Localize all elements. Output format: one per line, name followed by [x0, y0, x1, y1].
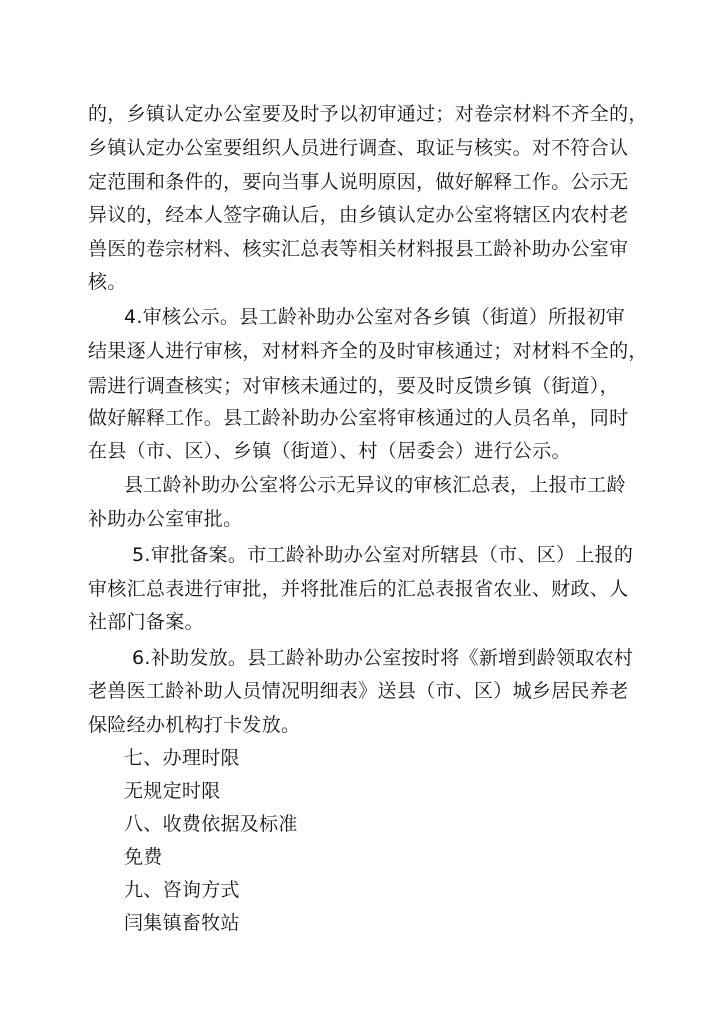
- heading-processing-time: 七、办理时限: [124, 747, 240, 769]
- section-4-line-4: 做好解释工作。县工龄补助办公室将审核通过的人员名单，同时: [88, 407, 629, 429]
- contact-value: 闫集镇畜牧站: [124, 912, 240, 934]
- body-line-3: 定范围和条件的，要向当事人说明原因，做好解释工作。公示无: [88, 171, 629, 193]
- body-line-4: 异议的，经本人签字确认后，由乡镇认定办公室将辖区内农村老: [88, 204, 629, 226]
- heading-fees: 八、收费依据及标准: [124, 813, 298, 835]
- section-4-line-3: 需进行调查核实；对审核未通过的，要及时反馈乡镇（街道），: [88, 375, 619, 397]
- body-line-6: 核。: [88, 271, 127, 293]
- section-5-line-3: 社部门备案。: [88, 611, 204, 633]
- fees-value: 免费: [124, 846, 163, 868]
- section-5-line-1: 5.审批备案。市工龄补助办公室对所辖县（市、区）上报的: [132, 544, 634, 566]
- section-4-extra-line-2: 补助办公室审批。: [88, 508, 243, 530]
- section-4-line-2: 结果逐人进行审核，对材料齐全的及时审核通过；对材料不全的，: [88, 340, 648, 362]
- section-6-line-2: 老兽医工龄补助人员情况明细表》送县（市、区）城乡居民养老: [88, 680, 629, 702]
- body-line-5: 兽医的卷宗材料、核实汇总表等相关材料报县工龄补助办公室审: [88, 238, 629, 260]
- heading-contact: 九、咨询方式: [124, 879, 240, 901]
- body-line-2: 乡镇认定办公室要组织人员进行调查、取证与核实。对不符合认: [88, 137, 629, 159]
- section-4-line-1: 4.审核公示。县工龄补助办公室对各乡镇（街道）所报初审: [124, 306, 626, 328]
- section-5-line-2: 审核汇总表进行审批，并将批准后的汇总表报省农业、财政、人: [88, 578, 629, 600]
- section-4-line-5: 在县（市、区）、乡镇（街道）、村（居委会）进行公示。: [88, 440, 571, 462]
- section-6-line-3: 保险经办机构打卡发放。: [88, 714, 301, 736]
- section-6-line-1: 6.补助发放。县工龄补助办公室按时将《新增到龄领取农村: [132, 647, 634, 669]
- body-line-1: 的，乡镇认定办公室要及时予以初审通过；对卷宗材料不齐全的，: [88, 103, 648, 125]
- processing-time-value: 无规定时限: [124, 780, 221, 802]
- section-4-extra-line-1: 县工龄补助办公室将公示无异议的审核汇总表，上报市工龄: [124, 474, 626, 496]
